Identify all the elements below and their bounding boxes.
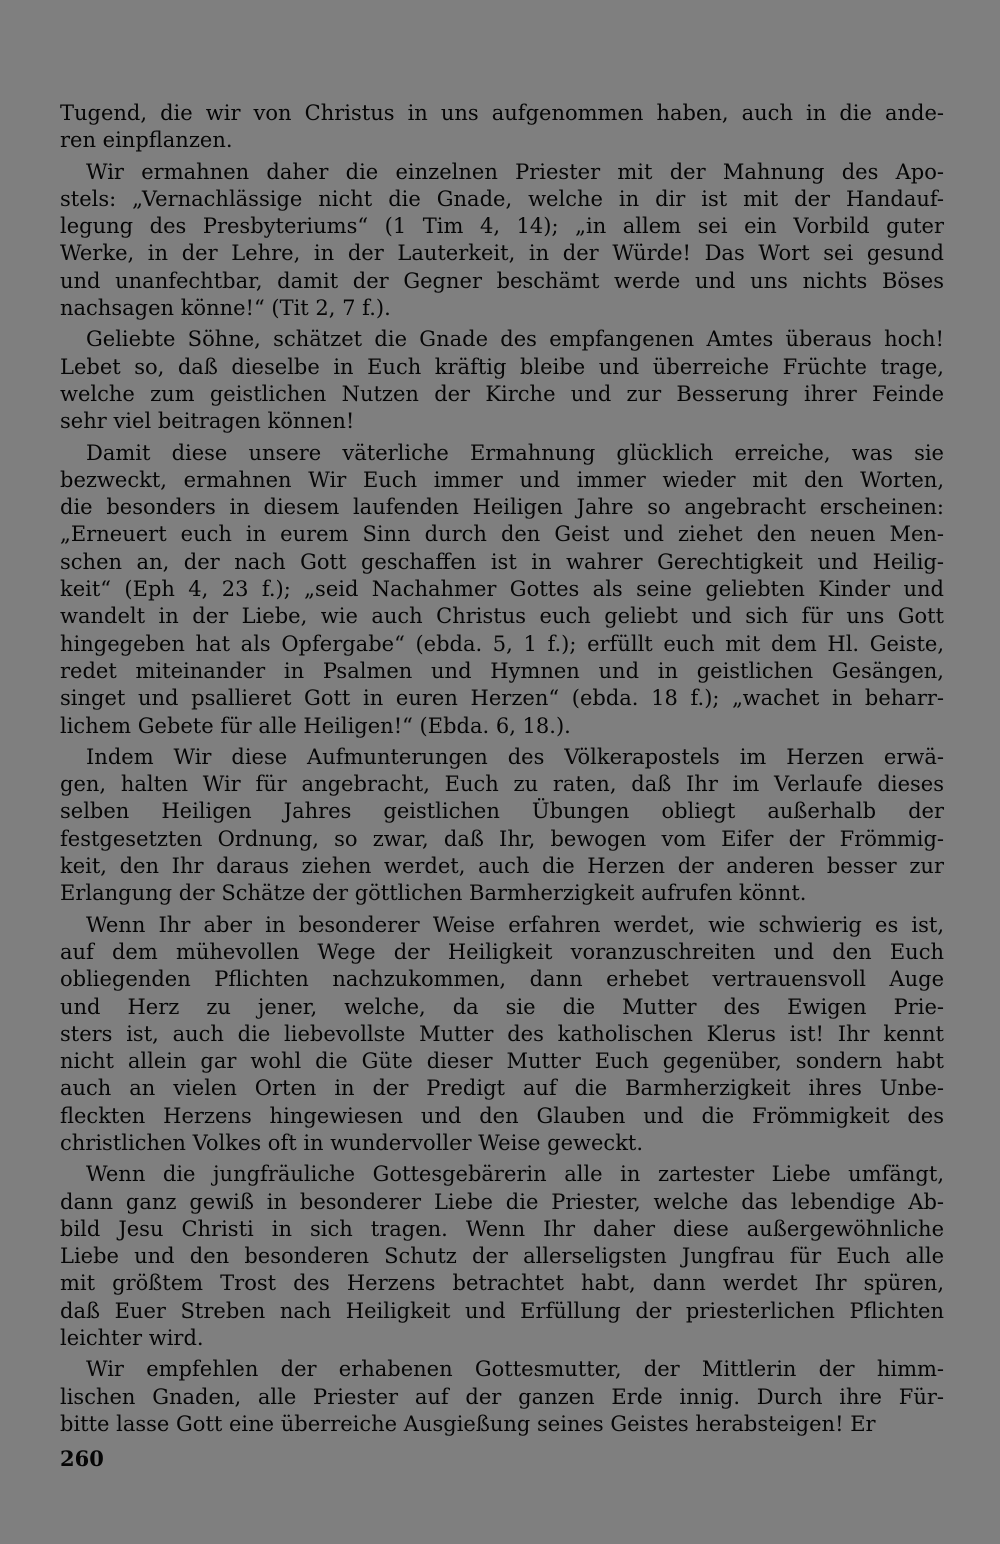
text-line: stels: „Vernachlässige nicht die Gnade, welche in dir ist mit der Handauf- <box>60 186 944 211</box>
text-line: Wir ermahnen daher die einzelnen Priester mit der Mahnung des Apo- <box>86 159 944 184</box>
text-line: auf dem mühevollen Wege der Heiligkeit voranzuschreiten und den Euch <box>60 939 944 964</box>
text-line: lichem Gebete für alle Heiligen!“ (Ebda. 6, 18.). <box>60 713 571 738</box>
text-line: mit größtem Trost des Herzens betrachtet habt, dann werdet Ihr spüren, <box>60 1271 944 1296</box>
text-line: Indem Wir diese Aufmunterungen des Völkerapostels im Herzen erwä- <box>86 744 944 769</box>
text-line: keit“ (Eph 4, 23 f.); „seid Nachahmer Gottes als seine geliebten Kinder und <box>60 577 944 602</box>
text-line: schen an, der nach Gott geschaffen ist in wahrer Gerechtigkeit und Heilig- <box>60 549 944 574</box>
text-line: und Herz zu jener, welche, da sie die Mutter des Ewigen Prie- <box>60 994 944 1019</box>
text-line: hingegeben hat als Opfergabe“ (ebda. 5, 1 f.); erfüllt euch mit dem Hl. Geiste, <box>60 631 944 656</box>
text-line: bezweckt, ermahnen Wir Euch immer und immer wieder mit den Worten, <box>60 467 944 492</box>
text-line: redet miteinander in Psalmen und Hymnen und in geistlichen Gesängen, <box>60 658 944 683</box>
text-line: Wir empfehlen der erhabenen Gottesmutter, der Mittlerin der himm- <box>86 1357 944 1382</box>
paragraph <box>60 100 944 155</box>
text-line: „Erneuert euch in eurem Sinn durch den Geist und ziehet den neuen Men- <box>60 522 944 547</box>
paragraph <box>60 1356 944 1438</box>
text-body <box>60 100 944 1438</box>
page-number: 260 <box>60 1446 104 1471</box>
text-line: und unanfechtbar, damit der Gegner beschämt werde und uns nichts Böses <box>60 268 944 293</box>
text-line: Liebe und den besonderen Schutz der allerseligsten Jungfrau für Euch alle <box>60 1244 944 1269</box>
text-line: Wenn Ihr aber in besonderer Weise erfahren werdet, wie schwierig es ist, <box>86 912 944 937</box>
text-line: gen, halten Wir für angebracht, Euch zu raten, daß Ihr im Verlaufe dieses <box>60 772 944 797</box>
text-line: Geliebte Söhne, schätzet die Gnade des empfangenen Amtes überaus hoch! <box>86 327 944 352</box>
text-line: singet und psallieret Gott in euren Herzen“ (ebda. 18 f.); „wachet in beharr- <box>60 686 944 711</box>
paragraph <box>60 1161 944 1352</box>
paragraph <box>60 326 944 435</box>
document-page <box>60 100 944 1440</box>
text-line: bitte lasse Gott eine überreiche Ausgießung seines Geistes herabsteigen! Er <box>60 1411 876 1436</box>
text-line: auch an vielen Orten in der Predigt auf die Barmherzigkeit ihres Unbe- <box>60 1076 944 1101</box>
text-line: Tugend, die wir von Christus in uns aufgenommen haben, auch in die ande- <box>60 101 944 125</box>
paragraph <box>60 912 944 1158</box>
text-line: Werke, in der Lehre, in der Lauterkeit, in der Würde! Das Wort sei gesund <box>60 241 944 266</box>
text-line: wandelt in der Liebe, wie auch Christus euch geliebt und sich für uns Gott <box>60 604 944 629</box>
text-line: Wenn die jungfräuliche Gottesgebärerin alle in zartester Liebe umfängt, <box>86 1162 944 1187</box>
text-line: nachsagen könne!“ (Tit 2, 7 f.). <box>60 296 391 321</box>
text-line: Lebet so, daß dieselbe in Euch kräftig bleibe und überreiche Früchte trage, <box>60 354 944 379</box>
text-line: die besonders in diesem laufenden Heiligen Jahre so angebracht erscheinen: <box>60 495 944 520</box>
text-line: Damit diese unsere väterliche Ermahnung glücklich erreiche, was sie <box>86 440 944 465</box>
paragraph <box>60 440 944 740</box>
text-line: welche zum geistlichen Nutzen der Kirche und zur Besserung ihrer Feinde <box>60 381 944 406</box>
text-line: lischen Gnaden, alle Priester auf der ganzen Erde innig. Durch ihre Für- <box>60 1384 944 1409</box>
text-line: festgesetzten Ordnung, so zwar, daß Ihr, bewogen vom Eifer der Frömmig- <box>60 826 944 851</box>
text-line: nicht allein gar wohl die Güte dieser Mutter Euch gegenüber, sondern habt <box>60 1049 944 1074</box>
text-line: Erlangung der Schätze der göttlichen Barmherzigkeit aufrufen könnt. <box>60 881 807 906</box>
text-line: sters ist, auch die liebevollste Mutter des katholischen Klerus ist! Ihr kennt <box>60 1021 944 1046</box>
text-line: fleckten Herzens hingewiesen und den Glauben und die Frömmigkeit des <box>60 1103 944 1128</box>
text-line: selben Heiligen Jahres geistlichen Übungen obliegt außerhalb der <box>60 799 944 824</box>
text-line: ren einpflanzen. <box>60 128 233 153</box>
text-line: bild Jesu Christi in sich tragen. Wenn Ihr daher diese außergewöhnliche <box>60 1216 944 1241</box>
text-line: daß Euer Streben nach Heiligkeit und Erfüllung der priesterlichen Pflichten <box>60 1298 944 1323</box>
text-line: obliegenden Pflichten nachzukommen, dann erhebet vertrauensvoll Auge <box>60 967 944 992</box>
text-line: dann ganz gewiß in besonderer Liebe die Priester, welche das lebendige Ab- <box>60 1189 944 1214</box>
text-line: keit, den Ihr daraus ziehen werdet, auch die Herzen der anderen besser zur <box>60 854 944 879</box>
paragraph <box>60 159 944 323</box>
text-line: legung des Presbyteriums“ (1 Tim 4, 14); „in allem sei ein Vorbild guter <box>60 214 944 239</box>
text-line: sehr viel beitragen können! <box>60 409 355 434</box>
paragraph <box>60 744 944 908</box>
text-line: leichter wird. <box>60 1326 204 1351</box>
text-line: christlichen Volkes oft in wundervoller Weise geweckt. <box>60 1130 644 1155</box>
